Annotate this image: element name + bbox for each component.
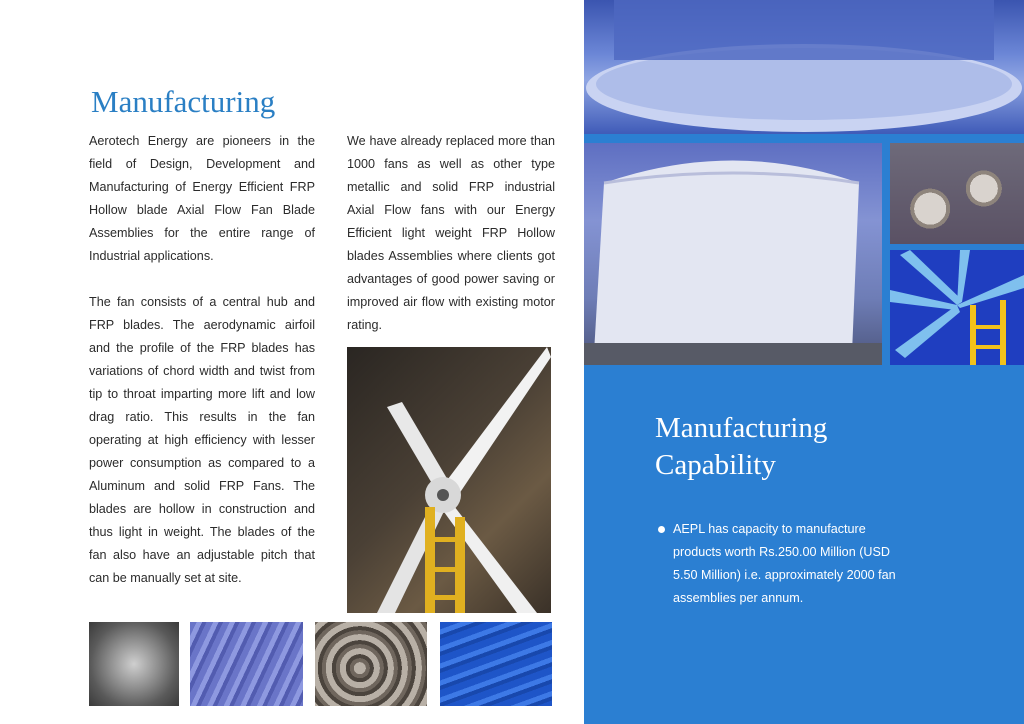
hub-assemblies-thumbnail — [315, 622, 427, 706]
fan-blade-photo — [347, 347, 551, 613]
blue-fan-photo — [890, 250, 1024, 365]
capability-bullet — [673, 518, 913, 610]
page-title: Manufacturing — [91, 84, 276, 119]
hub-thumbnail — [89, 622, 179, 706]
cooling-tower-photo — [584, 143, 882, 365]
fan-stack-photo — [584, 0, 1024, 134]
replacement-paragraph: We have already replaced more than 1000 fans as well as other type metallic and solid FRP industrial Axial Flow fans with our Energy Efficient light weight FRP Hollow blades Assemblies where clients got advantages of good power saving or improved air flow with existing motor rating. — [347, 134, 555, 332]
capability-title-line-2: Capability — [655, 449, 776, 481]
capability-title-line-1: Manufacturing — [655, 412, 828, 444]
text-column-right — [347, 130, 555, 360]
capability-bullet-text: AEPL has capacity to manufacture products worth Rs.250.00 Million (USD 5.50 Million) i.e. approximately 2000 fan assemblies per annum. — [673, 522, 896, 605]
fan-hubs-photo — [890, 143, 1024, 244]
text-column-left — [89, 130, 315, 613]
intro-paragraph: Aerotech Energy are pioneers in the field of Design, Development and Manufacturing of Energy Efficient FRP Hollow blade Axial Flow Fan Blade Assemblies for the entire range of Industrial applications. — [89, 134, 315, 263]
blade-molds-thumbnail — [190, 622, 303, 706]
bullet-icon — [658, 526, 665, 533]
fan-description-paragraph: The fan consists of a central hub and FRP blades. The aerodynamic airfoil and the profile of the FRP blades has variations of chord width and twist from tip to throat imparting more lift and low drag ratio. This results in the fan operating at high efficiency with lesser power consumption as compared to a Aluminum and solid FRP Fans. The blades are hollow in construction and thus light in weight. The blades of the fan also have an adjustable pitch that can be manually set at site. — [89, 295, 315, 585]
right-page — [584, 0, 1024, 724]
blue-blades-thumbnail — [440, 622, 552, 706]
capability-title — [655, 410, 827, 484]
